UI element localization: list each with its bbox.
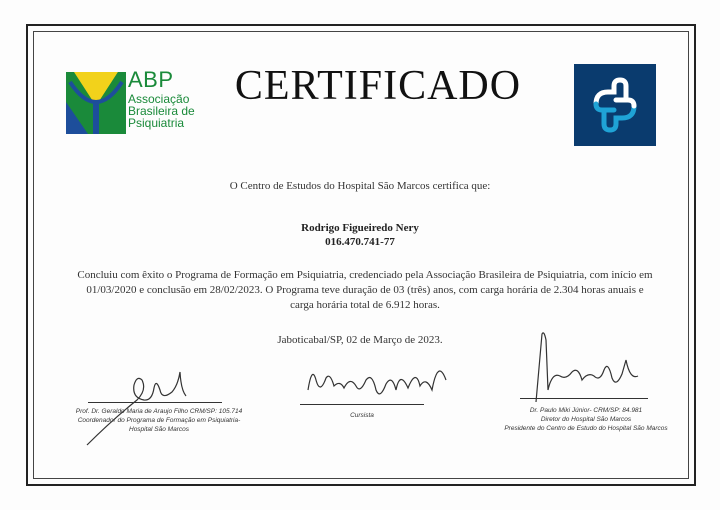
left-signatory-org: Hospital São Marcos [129, 426, 189, 433]
abp-acronym: ABP [128, 67, 174, 92]
left-signatory-role: Coordenador do Programa de Formação em Psiquiatria- [77, 417, 241, 424]
right-signatory-name: Dr. Paulo Miki Júnior- CRM/SP: 84.981 [529, 407, 643, 414]
center-signature-icon [300, 350, 460, 410]
center-signatory [300, 411, 424, 420]
right-signatory [486, 406, 686, 433]
recipient-block [0, 221, 720, 249]
right-signatory-org: Presidente do Centro de Estudo do Hospital São Marcos [504, 425, 668, 432]
left-signature-icon [82, 360, 192, 450]
left-signatory [46, 407, 272, 434]
certificate-body [42, 268, 688, 313]
center-signatory-label: Cursista [350, 412, 374, 419]
body-line-1: Concluiu com êxito o Programa de Formação em Psiquiatria, credenciado pela Associação Brasileira de Psiquiatria, com início em [77, 269, 653, 281]
certification-lead: O Centro de Estudos do Hospital São Marcos certifica que: [229, 180, 491, 192]
left-signatory-name: Prof. Dr. Geraldo Maria de Araujo Filho CRM/SP: 105.714 [75, 408, 243, 415]
recipient-id: 016.470.741-77 [325, 236, 395, 248]
right-signatory-role: Diretor do Hospital São Marcos [540, 416, 632, 423]
left-signature-line [88, 402, 222, 403]
center-signature-line [300, 404, 424, 405]
hospital-logo [574, 64, 656, 146]
abp-name-line3: Psiquiatria [128, 116, 185, 130]
right-signature-line [520, 398, 648, 399]
place-and-date: Jaboticabal/SP, 02 de Março de 2023. [277, 334, 443, 346]
body-line-3: carga horária total de 6.912 horas. [290, 299, 440, 311]
hospital-cross-icon [574, 64, 656, 146]
certificate-title: CERTIFICADO [234, 63, 522, 109]
abp-name-line1: Associação [128, 92, 190, 106]
abp-name-line2: Brasileira de [128, 104, 195, 118]
recipient-name: Rodrigo Figueiredo Nery [301, 222, 419, 234]
body-line-2: 01/03/2020 e conclusão em 28/02/2023. O Programa teve duração de 03 (três) anos, com carga horária de 2.304 horas anuais e [86, 284, 644, 296]
